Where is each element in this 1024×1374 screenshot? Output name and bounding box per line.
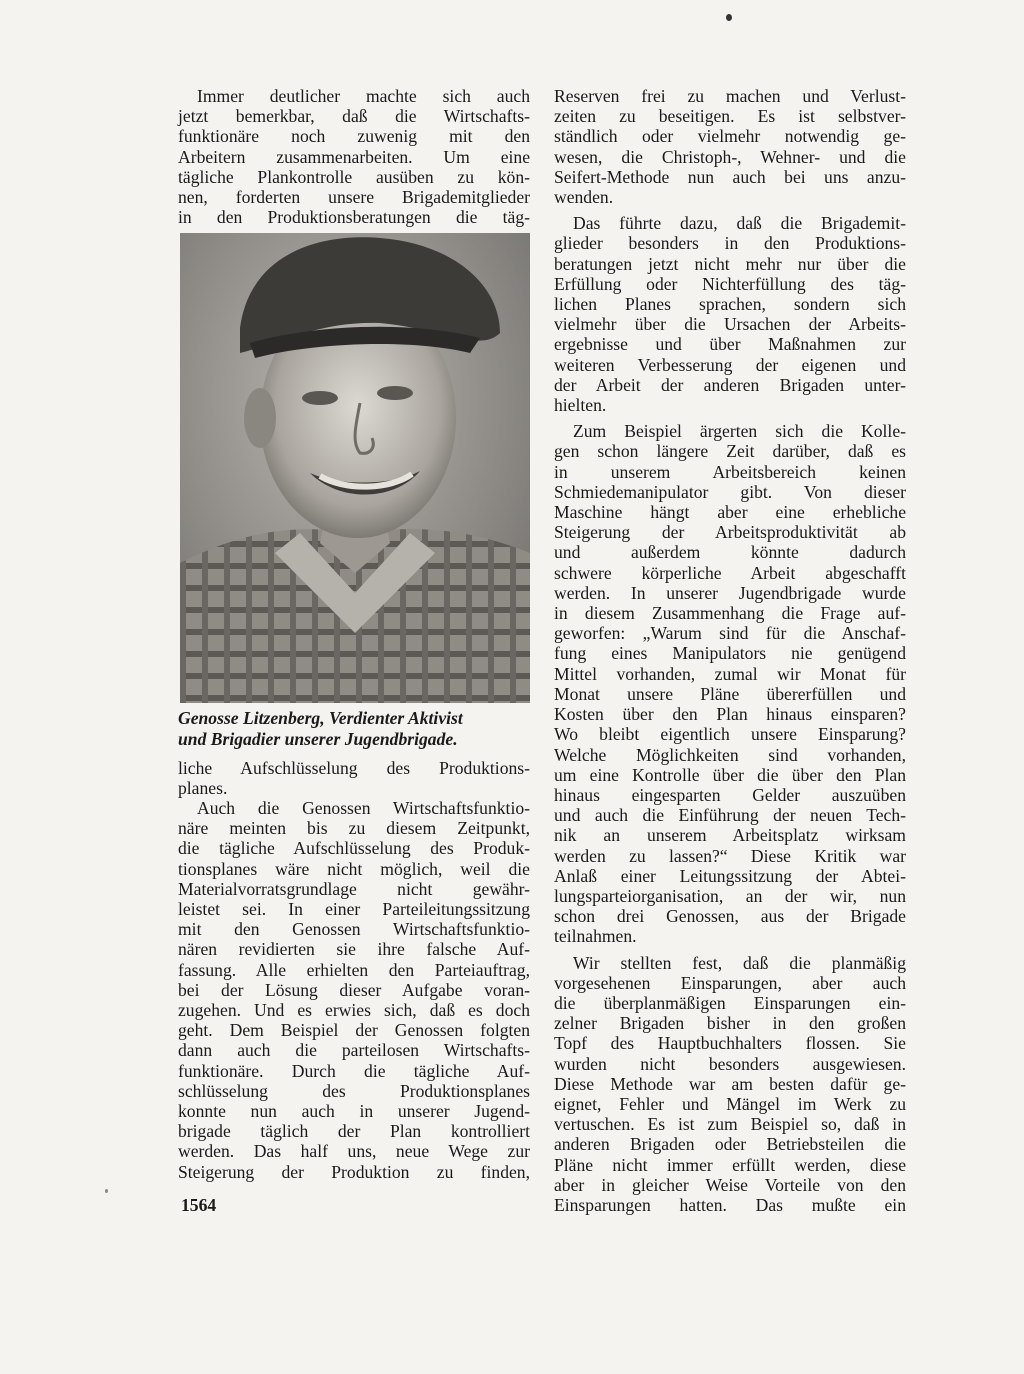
text-line: teilnahmen. (554, 926, 637, 947)
text-line: Wo bleibt eigentlich unsere Einsparung? (554, 724, 906, 745)
text-line: Topf des Hauptbuchhalters flossen. Sie (554, 1033, 906, 1054)
text-line: vielmehr über die Ursachen der Arbeits- (554, 314, 906, 335)
print-speck (105, 1189, 108, 1193)
text-line: gen schon längere Zeit darüber, daß es (554, 441, 906, 462)
text-line: Wir stellten fest, daß die planmäßig (573, 952, 906, 973)
text-line: zugehen. Und es erwies sich, daß es doch (178, 1000, 530, 1021)
photo-caption (178, 708, 530, 749)
text-line: in den Produktionsberatungen die täg- (178, 207, 530, 228)
text-line: glieder besonders in den Produktions- (554, 233, 906, 254)
text-line: geworfen: „Warum sind für die Anschaf- (554, 623, 906, 644)
text-line: und auch die Einführung der neuen Tech- (554, 805, 906, 826)
left-column (178, 86, 530, 1182)
text-line: Erfüllung oder Nichterfüllung des täg- (554, 273, 906, 294)
portrait-image (180, 233, 530, 703)
text-line: nären revidierten sie ihre falsche Auf- (178, 939, 530, 960)
paragraph (554, 86, 906, 207)
text-line: lichen Planes sprachen, sondern sich (554, 294, 906, 315)
paragraph (554, 213, 906, 415)
text-line: schwere körperliche Arbeit abgeschafft (554, 562, 906, 583)
text-line: jetzt bemerkbar, daß die Wirtschafts- (178, 106, 530, 127)
text-line: Diese Methode war am besten dafür ge- (554, 1073, 906, 1094)
page-number: 1564 (181, 1195, 217, 1215)
text-line: näre meinten bis zu diesem Zeitpunkt, (178, 818, 530, 839)
text-line: Einsparungen hatten. Das mußte ein (554, 1194, 906, 1215)
portrait-photo (180, 233, 530, 703)
text-line: fung eines Manipulators nie genügend (554, 643, 906, 664)
caption-line: Genosse Litzenberg, Verdienter Aktivist (178, 708, 463, 729)
text-line: werden. Das half uns, neue Wege zur (178, 1141, 530, 1162)
text-line: und außerdem könnte dadurch (554, 542, 906, 563)
text-line: Monat unsere Pläne übererfüllen und (554, 683, 906, 704)
text-line: hielten. (554, 395, 607, 416)
text-line: zelner Brigaden bisher in den großen (554, 1013, 906, 1034)
text-line: ergebnisse und über Maßnahmen zur (554, 334, 906, 355)
text-line: der Arbeit der anderen Brigaden unter- (554, 374, 906, 395)
right-column-body (554, 86, 906, 1215)
text-line: vertuschen. Es ist zum Beispiel so, daß in (554, 1114, 906, 1135)
text-line: liche Aufschlüsselung des Produktions- (178, 757, 530, 778)
text-line: Seifert-Methode nun auch bei uns anzu- (554, 166, 906, 187)
text-line: brigade täglich der Plan kontrolliert (178, 1121, 530, 1142)
text-line: Das führte dazu, daß die Brigademit- (573, 213, 906, 234)
text-line: in unserem Arbeitsbereich keinen (554, 461, 906, 482)
text-line: um eine Kontrolle über die über den Plan (554, 764, 906, 785)
text-line: dann auch die parteilosen Wirtschafts- (178, 1040, 530, 1061)
text-line: fassung. Alle erhielten den Parteiauftrag, (178, 959, 530, 980)
text-line: anderen Brigaden oder Betriebsteilen die (554, 1134, 906, 1155)
text-line: Immer deutlicher machte sich auch (197, 86, 530, 106)
text-line: Arbeitern zusammenarbeiten. Um eine (178, 146, 530, 167)
text-line: wenden. (554, 187, 614, 208)
text-line: wurden nicht besonders ausgewiesen. (554, 1053, 906, 1074)
paragraph (554, 953, 906, 1216)
text-line: Steigerung der Arbeitsproduktivität ab (554, 522, 906, 543)
text-line: werden. In unserer Jugendbrigade wurde (554, 582, 906, 603)
caption-line: und Brigadier unserer Jugendbrigade. (178, 729, 458, 750)
print-speck (726, 14, 732, 21)
text-line: mit den Genossen Wirtschaftsfunktio- (178, 919, 530, 940)
text-line: Welche Möglichkeiten sind vorhanden, (554, 744, 906, 765)
text-line: Mittel vorhanden, zumal wir Monat für (554, 663, 906, 684)
text-line: in diesem Zusammenhang die Frage auf- (554, 603, 906, 624)
text-line: tägliche Plankontrolle ausüben zu kön- (178, 166, 530, 187)
text-line: lungsparteiorganisation, an der wir, nun (554, 885, 906, 906)
text-line: werden zu lassen?“ Diese Kritik war (554, 845, 906, 866)
text-line: leistet sei. In einer Parteileitungssitzung (178, 899, 530, 920)
text-line: hinaus eingesparten Gelder auszuüben (554, 784, 906, 805)
text-line: Steigerung der Produktion zu finden, (178, 1161, 530, 1182)
text-line: die überplanmäßigen Einsparungen ein- (554, 992, 906, 1013)
text-line: Zum Beispiel ärgerten sich die Kolle- (573, 421, 906, 442)
text-line: Reserven frei zu machen und Verlust- (554, 86, 906, 106)
text-line: die tägliche Aufschlüsselung des Produk- (178, 838, 530, 859)
text-line: beratungen jetzt nicht mehr nur über die (554, 253, 906, 274)
text-line: schlüsselung des Produktionsplanes (178, 1080, 530, 1101)
text-line: nen, forderten unsere Brigademitglieder (178, 187, 530, 208)
text-line: nik an unserem Arbeitsplatz wirksam (554, 825, 906, 846)
text-line: Pläne nicht immer erfüllt werden, diese (554, 1154, 906, 1175)
text-line: Anlaß einer Leitungssitzung der Abtei- (554, 865, 906, 886)
text-line: Auch die Genossen Wirtschaftsfunktio- (197, 798, 530, 819)
text-line: schon drei Genossen, aus der Brigade (554, 906, 906, 927)
text-line: konnte nun auch in unserer Jugend- (178, 1101, 530, 1122)
text-line: planes. (178, 777, 228, 798)
text-line: Schmiedemanipulator gibt. Von dieser (554, 481, 906, 502)
left-paragraph-bottom (178, 758, 530, 1182)
text-line: Maschine hängt aber eine erhebliche (554, 502, 906, 523)
paragraph (554, 421, 906, 946)
text-line: aber in gleicher Weise Vorteile von den (554, 1174, 906, 1195)
text-line: weiteren Verbesserung der eigenen und (554, 354, 906, 375)
text-line: Materialvorratsgrundlage nicht gewähr- (178, 878, 530, 899)
text-line: bei der Lösung dieser Aufgabe voran- (178, 979, 530, 1000)
text-line: funktionäre. Durch die tägliche Auf- (178, 1060, 530, 1081)
text-line: ständlich oder vielmehr notwendig ge- (554, 126, 906, 147)
text-line: geht. Dem Beispiel der Genossen folgten (178, 1020, 530, 1041)
text-line: funktionäre noch zuwenig mit den (178, 126, 530, 147)
text-line: Kosten über den Plan hinaus einsparen? (554, 704, 906, 725)
text-line: wesen, die Christoph-, Wehner- und die (554, 146, 906, 167)
text-line: eignet, Fehler und Mängel im Werk zu (554, 1093, 906, 1114)
text-line: zeiten zu beseitigen. Es ist selbstver- (554, 106, 906, 127)
text-line: vorgesehenen Einsparungen, aber auch (554, 972, 906, 993)
left-paragraph-top (178, 86, 530, 227)
right-column (554, 86, 906, 1215)
text-line: tionsplanes wäre nicht möglich, weil die (178, 858, 530, 879)
